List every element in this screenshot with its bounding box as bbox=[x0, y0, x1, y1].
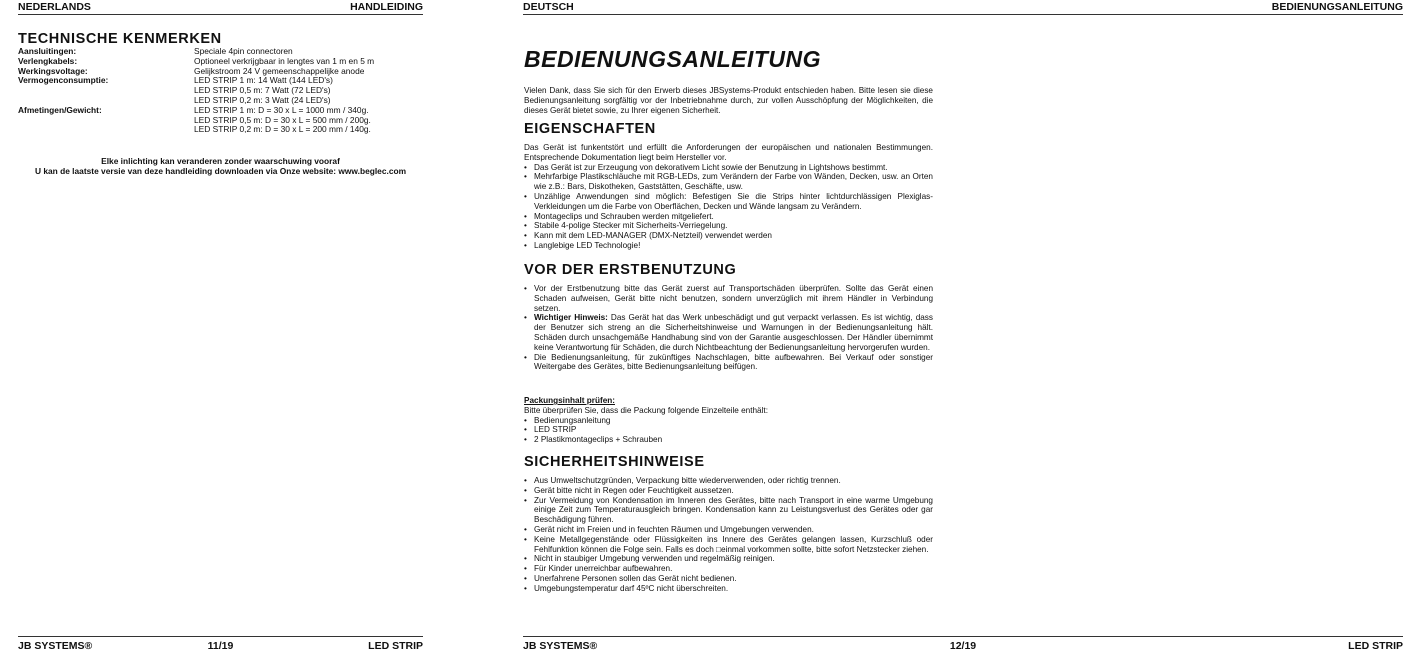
features-intro: Das Gerät ist funkentstört und erfüllt die Anforderungen der europäischen und nationalen Bestimmungen. Entsprechende Dokumentation liegt beim Hersteller vor. bbox=[524, 143, 933, 162]
spec-key: Werkingsvoltage: bbox=[18, 65, 88, 76]
spec-value: LED STRIP 0,5 m: D = 30 x L = 500 mm / 200g. bbox=[194, 114, 371, 125]
safety-section bbox=[524, 476, 933, 594]
spec-value: LED STRIP 1 m: 14 Watt (144 LED's) bbox=[194, 75, 333, 86]
notice-line-1: Elke inlichting kan veranderen zonder waarschuwing vooraf bbox=[101, 156, 340, 166]
intro-paragraph: Vielen Dank, dass Sie sich für den Erwerb dieses JBSystems-Produkt entschieden haben. Bitte lesen sie diese Bedienungsanleitung sorgfältig vor der Inbetriebnahme durch, zur vollen Ausschöpfung der Möglichkeiten, die dieses Gerät bietet sowie, zu Ihrer eigenen Sicherheit. bbox=[524, 86, 933, 115]
list-item: • Kann mit dem LED-MANAGER (DMX-Netzteil) verwendet werden bbox=[524, 231, 933, 241]
package-contents-section bbox=[524, 396, 933, 445]
footer-product: LED STRIP bbox=[368, 640, 423, 652]
notice-line-2: U kan de laatste versie van deze handleiding downloaden via Onze website: www.beglec.com bbox=[34, 166, 407, 176]
list-item: • Gerät bitte nicht in Regen oder Feuchtigkeit aussetzen. bbox=[524, 486, 933, 496]
left-page-header bbox=[18, 0, 423, 15]
list-item: • Stabile 4-polige Stecker mit Sicherheits-Verriegelung. bbox=[524, 221, 933, 231]
spec-row bbox=[18, 76, 424, 105]
list-item: • Keine Metallgegenstände oder Flüssigkeiten ins Innere des Gerätes gelangen lassen, Kurzschluß oder Fehlfunktion können die Folge sein. Falls es doch □einmal vorkommen sollte, bitte sofort Netzstecker ziehen. bbox=[524, 535, 933, 555]
features-heading: EIGENSCHAFTEN bbox=[524, 121, 656, 137]
header-language: NEDERLANDS bbox=[18, 1, 91, 13]
manual-title: BEDIENUNGSANLEITUNG bbox=[524, 46, 822, 72]
features-list bbox=[524, 163, 933, 251]
right-page-footer bbox=[523, 636, 1403, 655]
list-item: • Langlebige LED Technologie! bbox=[524, 241, 933, 251]
important-note-text: Das Gerät hat das Werk unbeschädigt und gut verpackt verlassen. Es ist wichtig, dass der Benutzer sich streng an die Sicherheitshinweise und Warnungen in der Bedienungsanleitung hält. Schäden durch unsachgemäße Handhabung sind von der Garantie ausgeschlossen. Der Händler übernimmt keine Verantwortung für Schäden, die durch Nichtbeachtung der Bedienungsanleitung hervorgerufen wurden. bbox=[534, 313, 933, 352]
header-language: DEUTSCH bbox=[523, 1, 574, 13]
safety-heading: SICHERHEITSHINWEISE bbox=[524, 454, 705, 470]
left-page-footer bbox=[18, 636, 423, 655]
package-contents-heading: Packungsinhalt prüfen: bbox=[524, 396, 615, 405]
spec-key: Afmetingen/Gewicht: bbox=[18, 104, 102, 115]
left-page bbox=[0, 0, 475, 654]
before-first-use-section bbox=[524, 284, 933, 372]
tech-specs-heading: TECHNISCHE KENMERKEN bbox=[18, 31, 222, 47]
package-contents-list bbox=[524, 416, 933, 445]
list-item: • Das Gerät ist zur Erzeugung von dekorativem Licht sowie der Benutzung in Lightshows bestimmt. bbox=[524, 163, 933, 173]
list-item: • Unerfahrene Personen sollen das Gerät nicht bedienen. bbox=[524, 574, 933, 584]
spec-value: LED STRIP 1 m: D = 30 x L = 1000 mm / 340g. bbox=[194, 104, 369, 115]
footer-product: LED STRIP bbox=[1348, 640, 1403, 652]
right-page-header bbox=[523, 0, 1403, 15]
spec-value: LED STRIP 0,2 m: D = 30 x L = 200 mm / 140g. bbox=[194, 124, 371, 135]
list-item: • Die Bedienungsanleitung, für zukünftiges Nachschlagen, bitte aufbewahren. Bei Verkauf oder sonstiger Weitergabe des Gerätes, bitte Bedienungsanleitung beifügen. bbox=[524, 353, 933, 373]
list-item: • 2 Plastikmontageclips + Schrauben bbox=[524, 435, 933, 445]
spec-key: Vermogenconsumptie: bbox=[18, 75, 109, 86]
header-doc-type: BEDIENUNGSANLEITUNG bbox=[1271, 1, 1403, 13]
safety-list bbox=[524, 476, 933, 594]
before-use-list bbox=[524, 284, 933, 372]
important-note-label: Wichtiger Hinweis: bbox=[534, 313, 608, 323]
footer-page-number: 11/19 bbox=[207, 640, 234, 652]
spec-key: Aansluitingen: bbox=[18, 46, 77, 56]
package-contents-intro: Bitte überprüfen Sie, dass die Packung folgende Einzelteile enthält: bbox=[524, 405, 768, 415]
header-doc-type: HANDLEIDING bbox=[350, 1, 423, 13]
spec-value: Gelijkstroom 24 V gemeenschappelijke anode bbox=[194, 65, 365, 76]
list-item: • Nicht in staubiger Umgebung verwenden und regelmäßig reinigen. bbox=[524, 554, 933, 564]
list-item: • Unzählige Anwendungen sind möglich: Befestigen Sie die Strips hinter lichtdurchlässigen Plexiglas-Verkleidungen um die Farbe von Oberflächen, Decken und Wände langsam zu Verändern. bbox=[524, 192, 933, 212]
spec-value: Optioneel verkrijgbaar in lengtes van 1 m en 5 m bbox=[194, 55, 375, 66]
list-item: • Umgebungstemperatur darf 45ºC nicht überschreiten. bbox=[524, 584, 933, 594]
list-item: • Gerät nicht im Freien und in feuchten Räumen und Umgebungen verwenden. bbox=[524, 525, 933, 535]
spec-value: LED STRIP 0,2 m: 3 Watt (24 LED's) bbox=[194, 94, 331, 105]
spec-key: Verlengkabels: bbox=[18, 55, 78, 66]
list-item bbox=[524, 313, 933, 352]
spec-row bbox=[18, 106, 424, 135]
spec-value: LED STRIP 0,5 m: 7 Watt (72 LED's) bbox=[194, 85, 331, 96]
change-notice bbox=[18, 156, 423, 176]
footer-brand: JB SYSTEMS® bbox=[523, 640, 598, 652]
list-item: • Für Kinder unerreichbar aufbewahren. bbox=[524, 564, 933, 574]
before-first-use-heading: VOR DER ERSTBENUTZUNG bbox=[524, 262, 737, 278]
list-item: • LED STRIP bbox=[524, 425, 933, 435]
footer-page-number: 12/19 bbox=[949, 640, 977, 652]
features-section bbox=[524, 143, 933, 251]
list-item: • Vor der Erstbenutzung bitte das Gerät zuerst auf Transportschäden überprüfen. Sollte das Gerät einen Schaden aufweisen, Gerät bitte nicht benutzen, sondern unverzüglich mit ihrem Händler in Verbindung setzen. bbox=[524, 284, 933, 313]
list-item: • Zur Vermeidung von Kondensation im Inneren des Gerätes, bitte nach Transport in eine warme Umgebung einige Zeit zum Temperaturausgleich bringen. Kondensation kann zu Leistungsverlust des Gerätes oder gar Beschädigung führen. bbox=[524, 496, 933, 525]
list-item: • Aus Umweltschutzgründen, Verpackung bitte wiederverwenden, oder richtig trennen. bbox=[524, 476, 933, 486]
spec-table bbox=[18, 47, 424, 135]
list-item: • Mehrfarbige Plastikschläuche mit RGB-LEDs, zum Verändern der Farbe von Wänden, Decken, usw. an Orten wie z.B.: Bars, Diskotheken, Gaststätten, Geschäfte, usw. bbox=[524, 172, 933, 192]
list-item: • Bedienungsanleitung bbox=[524, 416, 933, 426]
list-item: • Montageclips und Schrauben werden mitgeliefert. bbox=[524, 212, 933, 222]
spec-value: Speciale 4pin connectoren bbox=[194, 46, 293, 56]
footer-brand: JB SYSTEMS® bbox=[18, 640, 93, 652]
